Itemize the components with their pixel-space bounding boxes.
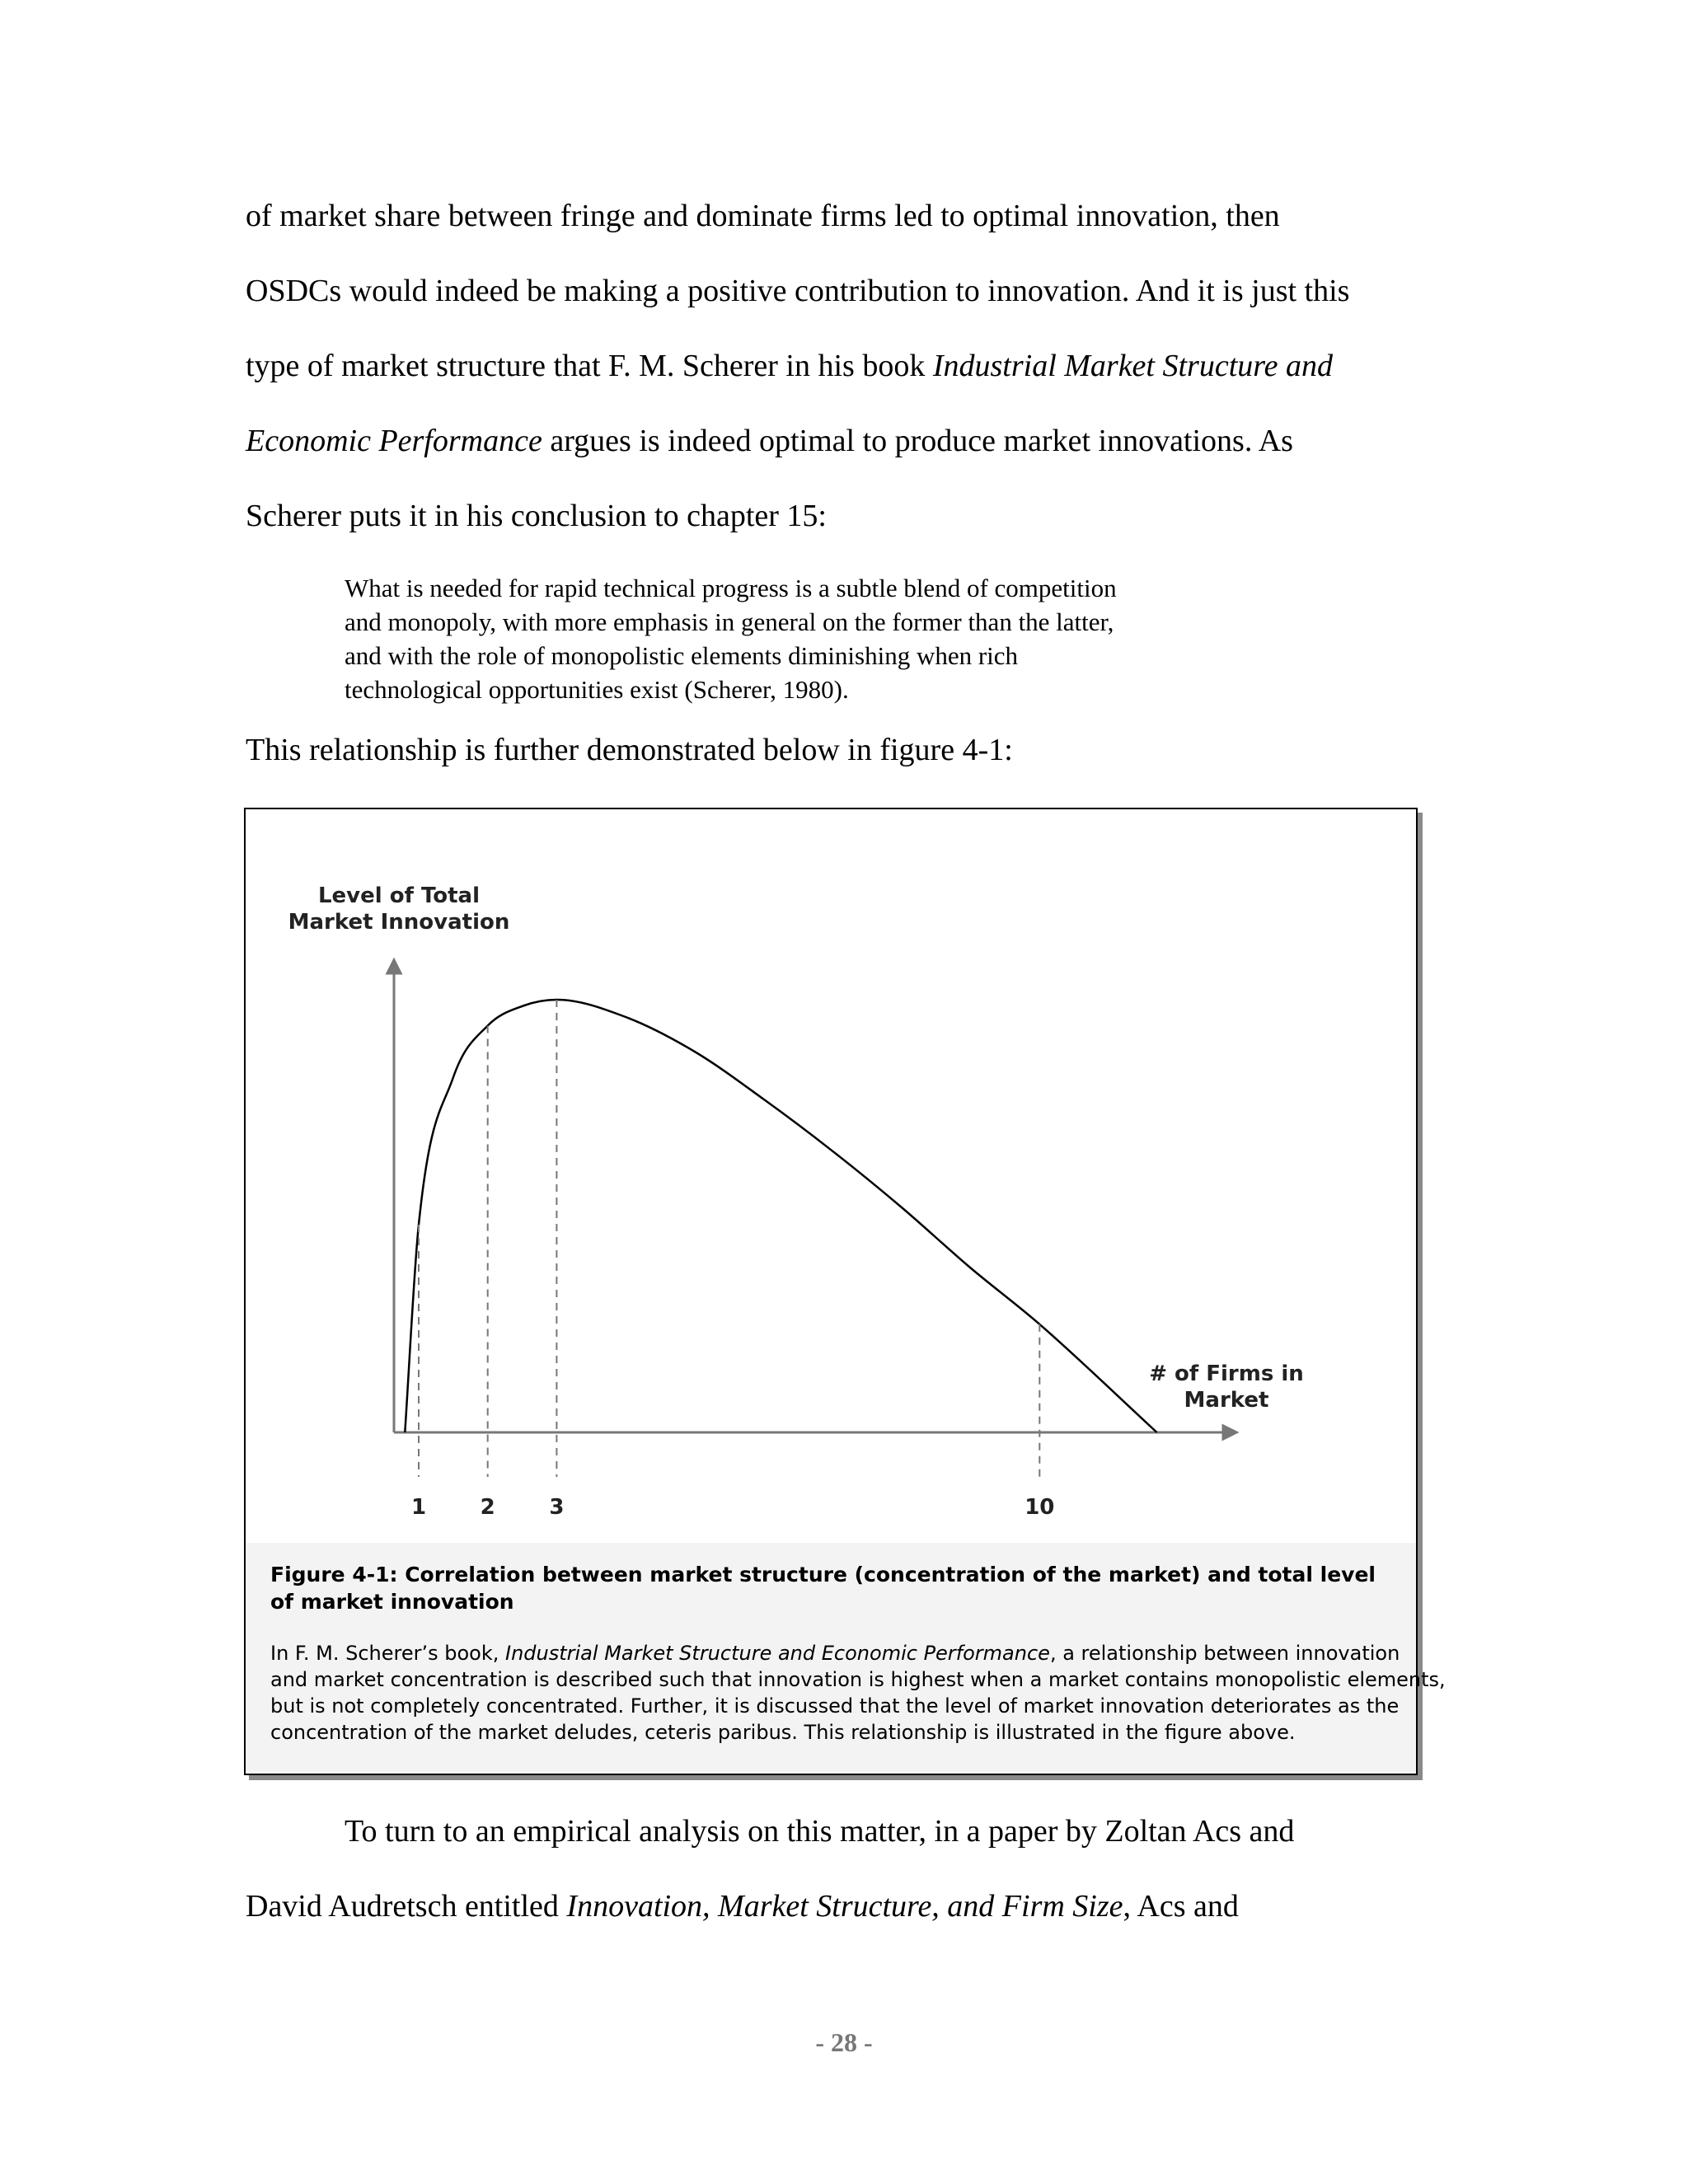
- body-text: David Audretsch entitled: [246, 1889, 567, 1924]
- x-tick-label: 10: [1025, 1495, 1055, 1520]
- paper-title: Innovation, Market Structure, and Firm Size: [566, 1889, 1123, 1924]
- x-tick-label: 1: [410, 1495, 427, 1520]
- body-text: argues is indeed optimal to produce market innovations. As: [542, 424, 1293, 458]
- figure-chart: [246, 809, 1416, 1543]
- book-title: Industrial Market Structure and: [932, 349, 1333, 383]
- caption-line: and market concentration is described such that innovation is highest when a market contains monopolistic elements,: [270, 1668, 1446, 1691]
- caption-body: [270, 1640, 1446, 1746]
- body-text-line: This relationship is further demonstrated below in figure 4-1:: [246, 733, 1013, 767]
- quote-line: and monopoly, with more emphasis in general on the former than the latter,: [345, 607, 1114, 636]
- body-text-line: OSDCs would indeed be making a positive contribution to innovation. And it is just this: [246, 274, 1350, 308]
- figure-caption: [246, 1543, 1446, 1774]
- block-quote: [345, 571, 1185, 706]
- innovation-curve: [405, 1000, 1156, 1432]
- figure-4-1: [244, 808, 1446, 1775]
- body-text-line: of market share between fringe and dominate firms led to optimal innovation, then: [246, 199, 1280, 233]
- page-number: - 28 -: [815, 2027, 873, 2057]
- caption-line: but is not completely concentrated. Further, it is discussed that the level of market innovation deteriorates as the: [270, 1694, 1400, 1718]
- quote-line: What is needed for rapid technical progress is a subtle blend of competition: [345, 574, 1117, 602]
- body-text-line: Scherer puts it in his conclusion to chapter 15:: [246, 499, 827, 533]
- y-axis-label-line2: Market Innovation: [288, 910, 510, 935]
- book-title: Economic Performance: [246, 424, 542, 458]
- x-axis-label-line1: # of Firms in: [1149, 1361, 1304, 1386]
- body-text-line: [246, 349, 1333, 382]
- body-text-line: To turn to an empirical analysis on this matter, in a paper by Zoltan Acs and: [345, 1814, 1295, 1849]
- x-axis-label-line2: Market: [1184, 1388, 1269, 1413]
- quote-line: technological opportunities exist (Scherer, 1980).: [345, 675, 849, 704]
- book-title: Industrial Market Structure and Economic Performance: [505, 1642, 1050, 1665]
- caption-line: In F. M. Scherer’s book, Industrial Market Structure and Economic Performance, a relationship between innovation: [270, 1642, 1400, 1665]
- x-tick-label: 2: [480, 1495, 495, 1520]
- body-text: , Acs and: [1123, 1889, 1239, 1924]
- x-tick-label: 3: [549, 1495, 565, 1520]
- body-text-line: [246, 1890, 1239, 1923]
- caption-title: Figure 4-1: Correlation between market structure (concentration of the market) and total level of market innovation: [270, 1563, 1376, 1614]
- caption-line: concentration of the market deludes, ceteris paribus. This relationship is illustrated in the figure above.: [270, 1721, 1296, 1744]
- quote-line: and with the role of monopolistic elements diminishing when rich: [345, 641, 1019, 670]
- body-text-line: [246, 424, 1293, 457]
- y-axis-label-line1: Level of Total: [317, 883, 481, 908]
- body-text: type of market structure that F. M. Scherer in his book: [246, 349, 933, 383]
